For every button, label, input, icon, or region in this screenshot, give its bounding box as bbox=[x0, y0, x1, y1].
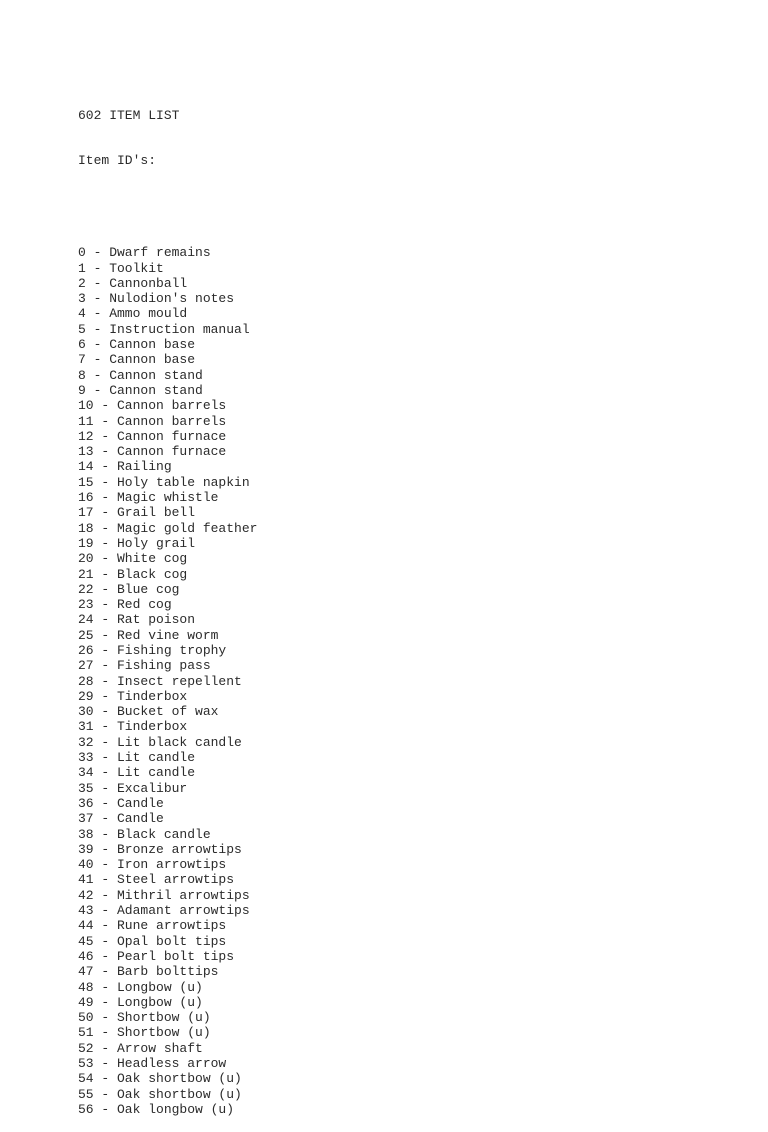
list-item: 19 - Holy grail bbox=[78, 535, 196, 551]
list-item: 20 - White cog bbox=[78, 551, 188, 567]
list-item: 21 - Black cog bbox=[78, 566, 188, 582]
list-item: 27 - Fishing pass bbox=[78, 658, 211, 674]
list-item: 7 - Cannon base bbox=[78, 352, 196, 368]
list-item: 22 - Blue cog bbox=[78, 581, 180, 597]
list-item: 45 - Opal bolt tips bbox=[78, 933, 227, 949]
list-item: 56 - Oak longbow (u) bbox=[78, 1101, 235, 1117]
list-item: 11 - Cannon barrels bbox=[78, 413, 227, 429]
list-item: 53 - Headless arrow bbox=[78, 1056, 227, 1071]
list-item: 24 - Rat poison bbox=[78, 612, 196, 628]
document-title: 602 ITEM LIST bbox=[78, 107, 180, 123]
list-item: 36 - Candle bbox=[78, 795, 164, 811]
list-item: 16 - Magic whistle bbox=[78, 490, 219, 506]
item-list bbox=[78, 245, 738, 1117]
list-item: 46 - Pearl bolt tips bbox=[78, 948, 235, 964]
list-item: 6 - Cannon base bbox=[78, 337, 196, 353]
list-item: 1 - Toolkit bbox=[78, 260, 164, 276]
list-item: 40 - Iron arrowtips bbox=[78, 857, 227, 873]
list-item: 28 - Insect repellent bbox=[78, 673, 242, 689]
list-item: 17 - Grail bell bbox=[78, 505, 196, 521]
list-item: 48 - Longbow (u) bbox=[78, 979, 203, 995]
list-item: 49 - Longbow (u) bbox=[78, 994, 203, 1010]
list-item: 54 - Oak shortbow (u) bbox=[78, 1071, 242, 1087]
list-item: 41 - Steel arrowtips bbox=[78, 872, 235, 888]
list-item: 38 - Black candle bbox=[78, 826, 211, 842]
list-item: 34 - Lit candle bbox=[78, 765, 196, 781]
list-item: 37 - Candle bbox=[78, 811, 164, 827]
list-item: 26 - Fishing trophy bbox=[78, 642, 227, 658]
list-item: 2 - Cannonball bbox=[78, 275, 188, 291]
list-item: 32 - Lit black candle bbox=[78, 734, 242, 750]
list-item: 14 - Railing bbox=[78, 459, 172, 475]
blank-line bbox=[78, 199, 738, 214]
list-item: 13 - Cannon furnace bbox=[78, 444, 227, 460]
list-item: 8 - Cannon stand bbox=[78, 367, 203, 383]
list-item: 30 - Bucket of wax bbox=[78, 704, 219, 720]
list-item: 9 - Cannon stand bbox=[78, 382, 203, 398]
list-item: 39 - Bronze arrowtips bbox=[78, 841, 242, 857]
list-item: 25 - Red vine worm bbox=[78, 627, 219, 643]
list-item: 44 - Rune arrowtips bbox=[78, 918, 227, 934]
list-item: 51 - Shortbow (u) bbox=[78, 1025, 211, 1041]
list-item: 15 - Holy table napkin bbox=[78, 474, 250, 490]
document-subtitle: Item ID's: bbox=[78, 153, 157, 169]
list-item: 5 - Instruction manual bbox=[78, 321, 250, 337]
list-item: 55 - Oak shortbow (u) bbox=[78, 1086, 242, 1102]
list-item: 43 - Adamant arrowtips bbox=[78, 903, 250, 919]
list-item: 0 - Dwarf remains bbox=[78, 245, 211, 261]
list-item: 23 - Red cog bbox=[78, 597, 172, 613]
list-item: 35 - Excalibur bbox=[78, 780, 188, 796]
document-page bbox=[78, 77, 738, 1132]
list-item: 33 - Lit candle bbox=[78, 750, 196, 766]
list-item: 50 - Shortbow (u) bbox=[78, 1010, 211, 1026]
list-item: 47 - Barb bolttips bbox=[78, 964, 219, 980]
list-item: 29 - Tinderbox bbox=[78, 688, 188, 704]
list-item: 42 - Mithril arrowtips bbox=[78, 887, 250, 903]
list-item: 3 - Nulodion's notes bbox=[78, 291, 235, 307]
list-item: 31 - Tinderbox bbox=[78, 719, 188, 735]
list-item: 12 - Cannon furnace bbox=[78, 428, 227, 444]
list-item: 10 - Cannon barrels bbox=[78, 398, 227, 414]
list-item: 52 - Arrow shaft bbox=[78, 1040, 203, 1056]
list-item: 4 - Ammo mould bbox=[78, 306, 188, 322]
list-item: 18 - Magic gold feather bbox=[78, 520, 258, 536]
